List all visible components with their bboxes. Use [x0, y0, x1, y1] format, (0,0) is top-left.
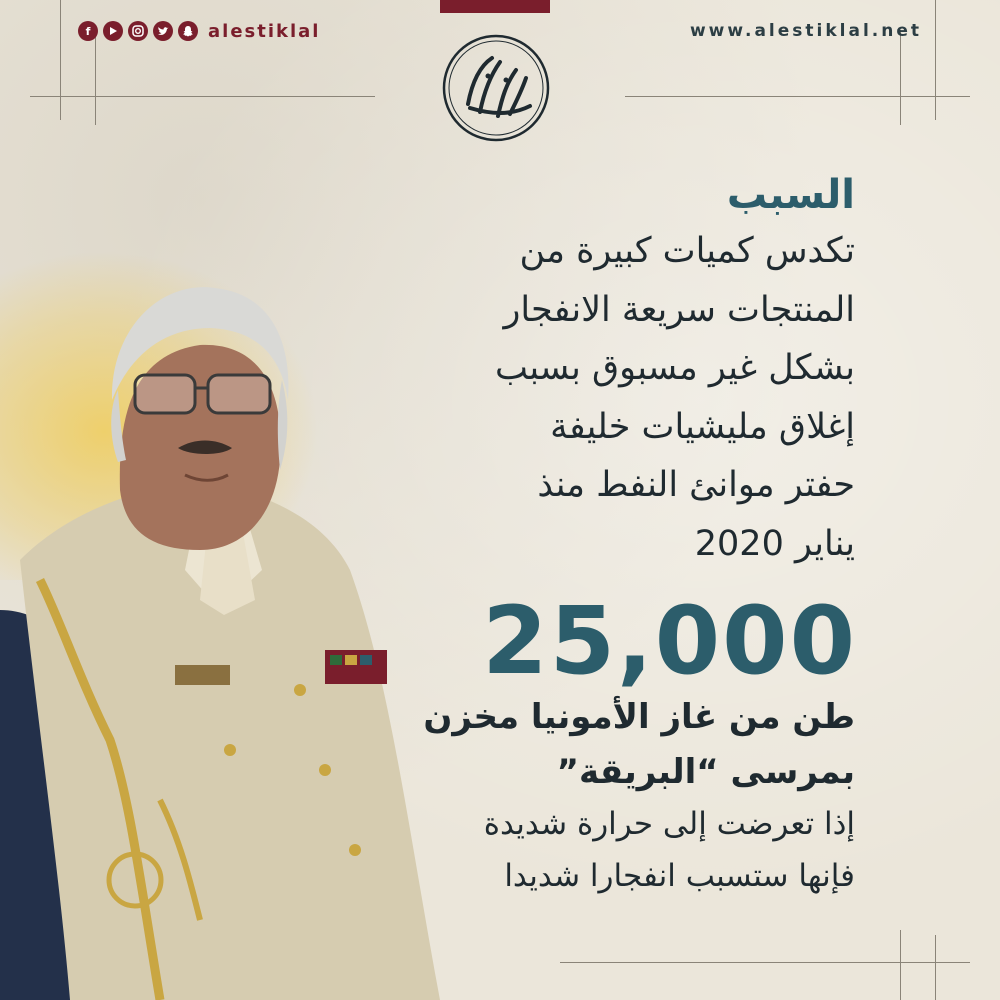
body-line: بشكل غير مسبوق بسبب — [494, 348, 855, 388]
frame-line — [900, 30, 901, 125]
snapchat-icon[interactable] — [178, 21, 198, 41]
body-line: تكدس كميات كبيرة من — [519, 231, 855, 271]
frame-line — [935, 935, 936, 1000]
frame-line — [60, 0, 61, 120]
warning-note — [295, 798, 855, 902]
twitter-icon[interactable] — [153, 21, 173, 41]
tonnage-figure: 25,000 — [482, 587, 857, 696]
reason-section — [295, 168, 855, 573]
tonnage-caption — [295, 690, 855, 800]
body-line: المنتجات سريعة الانفجار — [503, 289, 855, 330]
brand-logo — [440, 32, 552, 144]
youtube-icon[interactable] — [103, 21, 123, 41]
social-links — [78, 18, 320, 44]
frame-line — [30, 96, 375, 97]
frame-line — [935, 0, 936, 120]
body-line: إغلاق مليشيات خليفة — [550, 406, 855, 447]
frame-line — [625, 96, 970, 97]
body-line: حفتر موانئ النفط منذ — [537, 465, 855, 505]
note-line: إذا تعرضت إلى حرارة شديدة — [483, 806, 855, 842]
facebook-icon[interactable]: f — [78, 21, 98, 41]
frame-line — [95, 30, 96, 125]
website-url[interactable]: www.alestiklal.net — [689, 21, 922, 41]
note-line: فإنها ستسبب انفجارا شديدا — [504, 858, 855, 894]
social-handle[interactable]: alestiklal — [208, 20, 321, 42]
caption-line: طن من غاز الأمونيا مخزن — [423, 697, 855, 737]
caption-line: بمرسى “البريقة” — [556, 752, 855, 792]
frame-line — [900, 930, 901, 1000]
section-heading: السبب — [726, 172, 855, 218]
instagram-icon[interactable] — [128, 21, 148, 41]
top-accent-bar — [440, 0, 550, 13]
frame-line — [560, 962, 970, 963]
body-line: يناير 2020 — [694, 523, 855, 564]
